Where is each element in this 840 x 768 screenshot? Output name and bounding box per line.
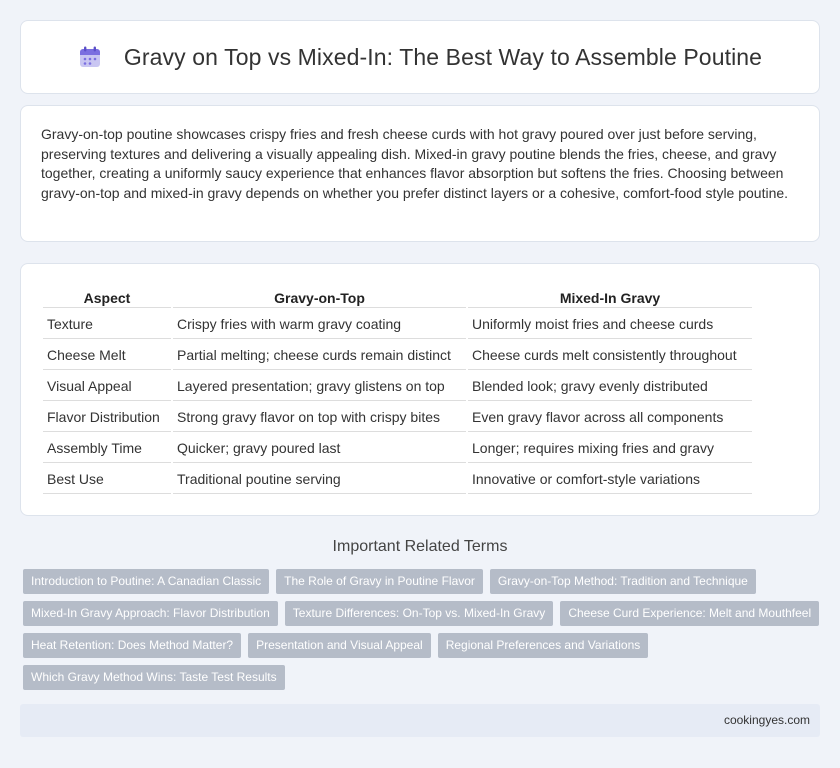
table-cell: Innovative or comfort-style variations bbox=[468, 465, 752, 494]
table-cell: Texture bbox=[43, 310, 171, 339]
column-header-aspect: Aspect bbox=[43, 288, 171, 308]
related-term-tag[interactable]: Heat Retention: Does Method Matter? bbox=[23, 633, 241, 658]
related-term-tag[interactable]: Presentation and Visual Appeal bbox=[248, 633, 431, 658]
table-cell: Flavor Distribution bbox=[43, 403, 171, 432]
related-term-tag[interactable]: The Role of Gravy in Poutine Flavor bbox=[276, 569, 483, 594]
table-cell: Partial melting; cheese curds remain distinct bbox=[173, 341, 466, 370]
comparison-table bbox=[41, 286, 754, 496]
related-term-tag[interactable]: Texture Differences: On-Top vs. Mixed-In Gravy bbox=[285, 601, 554, 626]
page-title: Gravy on Top vs Mixed-In: The Best Way to Assemble Poutine bbox=[123, 43, 763, 70]
column-header-mixed-in: Mixed-In Gravy bbox=[468, 288, 752, 308]
table-cell: Blended look; gravy evenly distributed bbox=[468, 372, 752, 401]
table-cell: Quicker; gravy poured last bbox=[173, 434, 466, 463]
related-term-tag[interactable]: Gravy-on-Top Method: Tradition and Technique bbox=[490, 569, 756, 594]
table-cell: Best Use bbox=[43, 465, 171, 494]
table-cell: Visual Appeal bbox=[43, 372, 171, 401]
header bbox=[78, 44, 762, 71]
header-card bbox=[20, 20, 820, 94]
table-row bbox=[43, 465, 752, 494]
intro-paragraph: Gravy-on-top poutine showcases crispy fries and fresh cheese curds with hot gravy poured over just before serving, preserving textures and delivering a visually appealing dish. Mixed-in gravy poutine blends the fries, cheese, and gravy together, creating a uniformly saucy experience that enhances flavor absorption but softens the fries. Choosing between gravy-on-top and mixed-in gravy depends on whether you prefer distinct layers or a cohesive, comfort-food style poutine. bbox=[41, 126, 789, 201]
table-cell: Strong gravy flavor on top with crispy bites bbox=[173, 403, 466, 432]
table-row bbox=[43, 403, 752, 432]
table-cell: Crispy fries with warm gravy coating bbox=[173, 310, 466, 339]
comparison-card bbox=[20, 263, 820, 516]
tag-row bbox=[23, 601, 823, 626]
table-cell: Longer; requires mixing fries and gravy bbox=[468, 434, 752, 463]
column-header-gravy-on-top: Gravy-on-Top bbox=[173, 288, 466, 308]
table-cell: Cheese Melt bbox=[43, 341, 171, 370]
related-term-tag[interactable]: Introduction to Poutine: A Canadian Classic bbox=[23, 569, 269, 594]
table-row bbox=[43, 434, 752, 463]
related-term-tag[interactable]: Mixed-In Gravy Approach: Flavor Distribution bbox=[23, 601, 278, 626]
table-row bbox=[43, 310, 752, 339]
related-term-tag[interactable]: Cheese Curd Experience: Melt and Mouthfeel bbox=[560, 601, 819, 626]
table-cell: Assembly Time bbox=[43, 434, 171, 463]
tag-row bbox=[23, 665, 823, 690]
related-term-tag[interactable]: Which Gravy Method Wins: Taste Test Results bbox=[23, 665, 285, 690]
intro-card bbox=[20, 105, 820, 242]
table-cell: Traditional poutine serving bbox=[173, 465, 466, 494]
table-row bbox=[43, 372, 752, 401]
footer bbox=[20, 704, 820, 737]
table-header-row bbox=[43, 288, 752, 308]
related-terms-list bbox=[23, 569, 823, 697]
related-term-tag[interactable]: Regional Preferences and Variations bbox=[438, 633, 649, 658]
table-cell: Uniformly moist fries and cheese curds bbox=[468, 310, 752, 339]
table-row bbox=[43, 341, 752, 370]
table-cell: Layered presentation; gravy glistens on top bbox=[173, 372, 466, 401]
table-cell: Cheese curds melt consistently throughout bbox=[468, 341, 752, 370]
tag-row bbox=[23, 569, 823, 594]
footer-site-link[interactable]: cookingyes.com bbox=[723, 713, 810, 727]
related-terms-title: Important Related Terms bbox=[332, 538, 508, 555]
calendar-icon bbox=[78, 45, 102, 69]
tag-row bbox=[23, 633, 823, 658]
table-cell: Even gravy flavor across all components bbox=[468, 403, 752, 432]
